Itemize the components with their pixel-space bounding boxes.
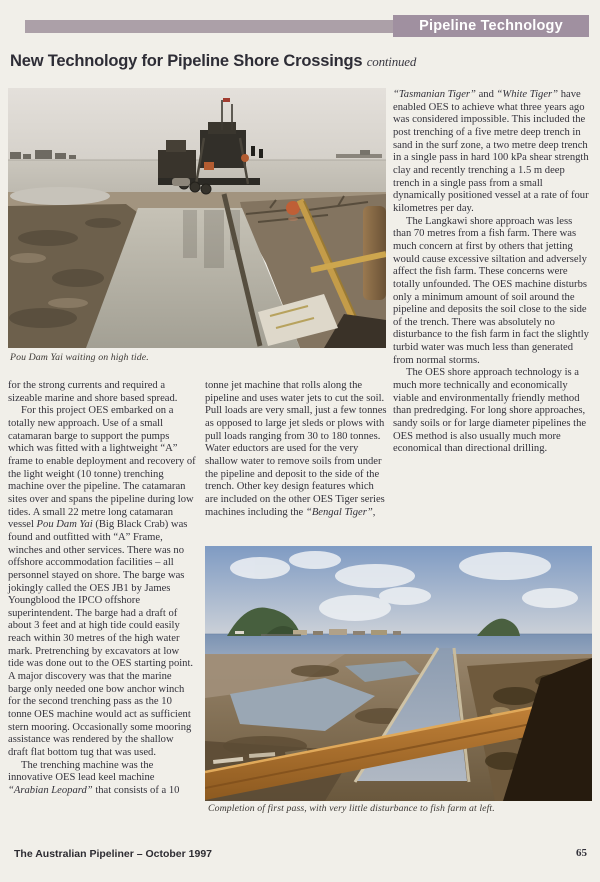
body-paragraph: for the strong currents and required a sizeable marine and shore based spread. [8,380,178,404]
flag [223,98,230,102]
text-column-middle [205,380,387,519]
body-paragraph: “Tasmanian Tiger” and “White Tiger” have enabled OES to achieve what three years ago was considered impossible. This included the post trenching of a five metre deep trench in sand in the surf zone, a two metre deep trench in a single pass in hard 100 kPa shear strength clay and recently trenching a 1.5 m deep trench in a single pass from a small dynamically positioned vessel at a rate of four kilometres per day. [393,89,589,214]
article-title-continued: continued [366,54,417,69]
boat [235,631,244,634]
tidal-pool [10,187,110,205]
crew-figure [251,146,255,156]
text-column-right [393,89,590,456]
article-title-row [10,52,570,71]
article-title: New Technology for Pipeline Shore Crossings [10,52,363,70]
buoy-reflection [288,217,298,221]
page-number: 65 [576,847,587,859]
sky [8,88,386,160]
body-paragraph: The OES shore approach technology is a much more technically and economically viable and environmentally friendly method than predredging. For long shore approaches, sandy soils or for large diameter pipelines the OES method is also usually much more economical than directional drilling. [393,367,587,455]
body-paragraph: The trenching machine was the innovative OES lead keel machine “Arabian Leopard” that consists of a 10 [8,759,180,796]
journal-footer: The Australian Pipeliner – October 1997 [14,848,213,860]
bottom-photo-caption: Completion of first pass, with very little disturbance to fish farm at left. [208,803,495,814]
body-paragraph: tonne jet machine that rolls along the pipeline and uses water jets to cut the soil. Pull loads are very small, just a few tonnes as opposed to large jet sleds or plows with pull loads ranging from 30 to 180 tonnes. Water eductors are used for the very shallow water to remove soils from under the pipeline and deposit to the side of the trench. Other key design features which are included on the other OES Tiger series machines including the “Bengal Tiger”, [205,380,387,518]
body-paragraph: The Langkawi shore approach was less than 70 metres from a fish farm. There was much concern at first by others that jetting would cause excessive siltation and adversely affect the fish farm. These concerns were totally unfounded. The OES machine disturbs only a minimum amount of soil around the pipeline and deposits the soil close to the side of the trench. There was absolutely no disturbance to the fish farm in fact the slightly turbid water was much less than generated from normal storms. [393,215,589,366]
body-paragraph: For this project OES embarked on a totally new approach. Use of a small catamaran barge to support the pumps which was fitted with a lightweight “A” frame to enable deployment and recovery of the light weight (10 tonne) trenching machine over the pipeline. The catamaran sites over and spans the pipeline during low tides. A small 22 metre long catamaran vessel Pou Dam Yai (Big Black Crab) was found and outfitted with “A” Frame, winches and other services. There was no offshore accommodation facilities – all personnel stayed on shore. The barge was jokingly called the OES JB1 by James Youngblood the IPCO offshore superintendent. The barge had a draft of about 3 feet and at high tide could easily reach within 30 metres of the high water mark. Pretrenching by excavators at low tide was done out to the OES starting point. A major discovery was that the marine barge only needed one bow anchor winch for the second trenching pass as the 10 tonne OES machine would act as sufficient stern mooring. Occasionally some mooring assistance was rendered by the shallow draft flat bottom tug that was used. [8,405,196,759]
top-photo-caption: Pou Dam Yai waiting on high tide. [10,352,149,363]
crew-figure [259,149,263,158]
text-column-left [8,380,196,798]
top-photo-barge-trench [8,88,386,348]
bottom-photo-completed-trench [205,546,592,801]
section-banner: Pipeline Technology [393,15,589,37]
pipe-section [172,178,190,186]
orange-equipment [204,162,214,170]
